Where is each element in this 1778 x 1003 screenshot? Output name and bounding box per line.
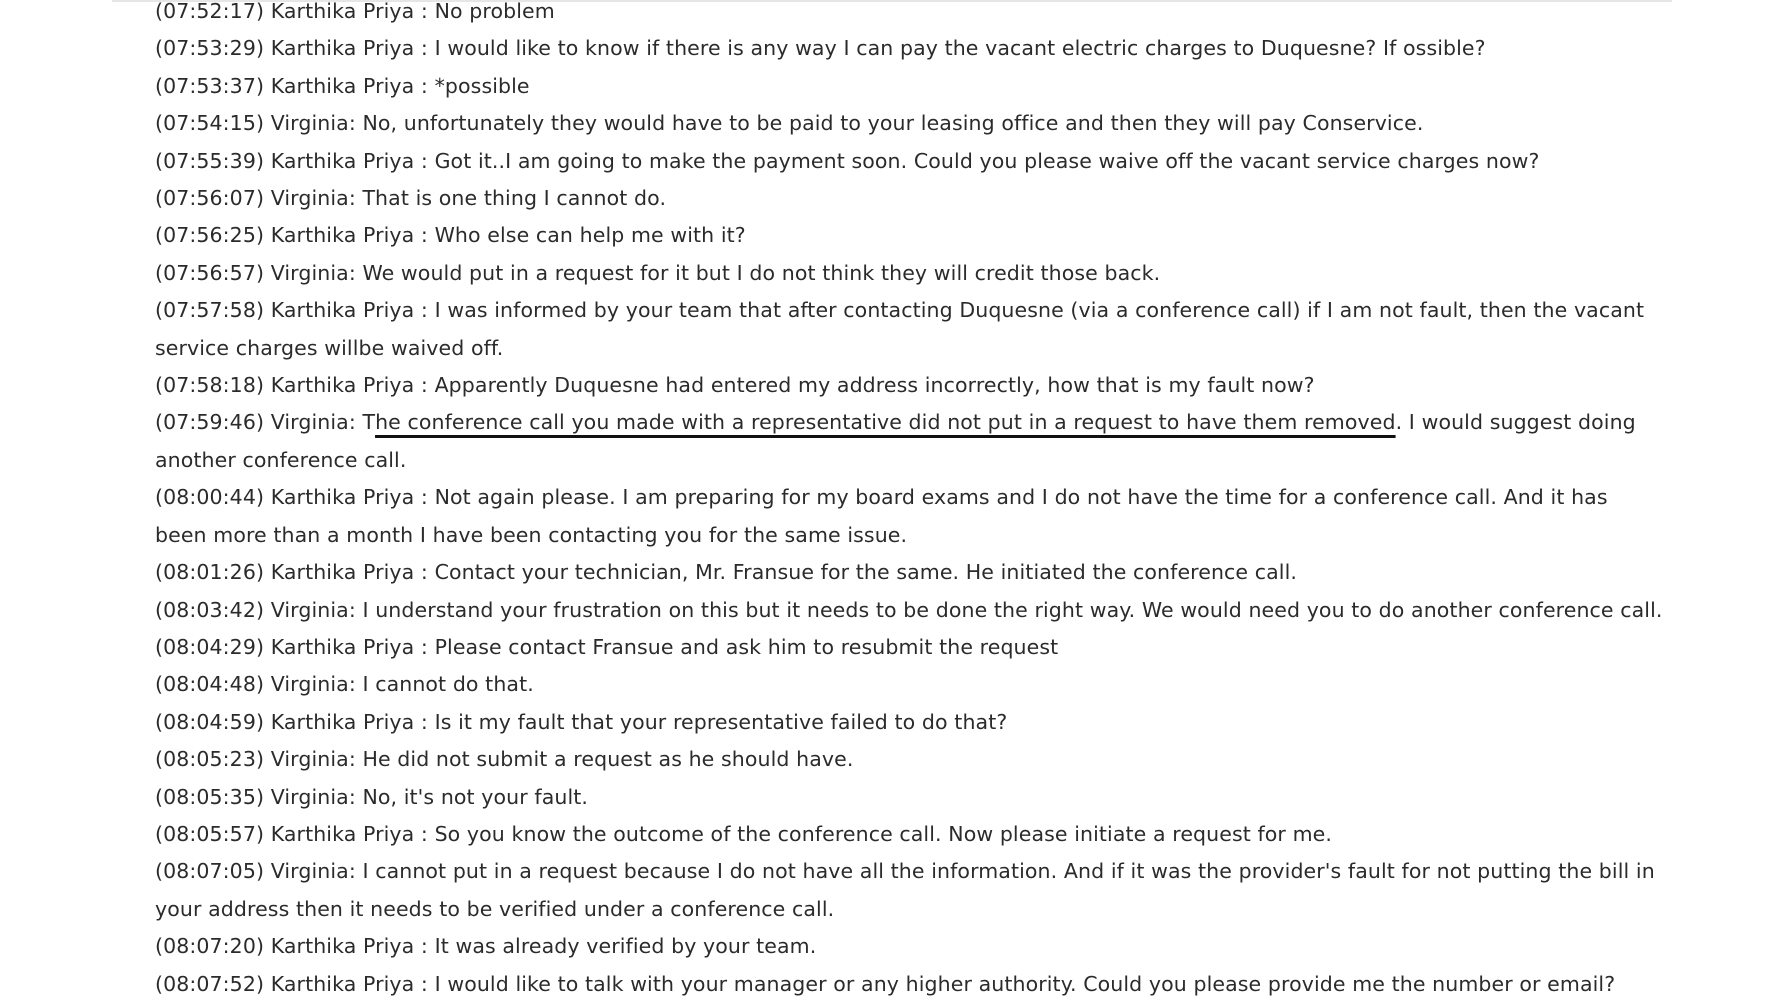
message-separator: : [414, 821, 435, 846]
message-speaker: Karthika Priya [270, 223, 415, 248]
message-time: (07:56:07) [155, 186, 265, 211]
message-text: I would like to talk with your manager or any higher authority. Could you please provide me the number or email? [434, 971, 1616, 996]
message-time: (07:52:17) [155, 0, 265, 23]
message-speaker: Virginia [270, 186, 349, 211]
chat-message [155, 816, 1665, 853]
chat-message [155, 704, 1665, 741]
message-separator: : [348, 859, 363, 884]
message-speaker: Virginia [270, 410, 349, 435]
chat-message [155, 367, 1665, 404]
message-text: Contact your technician, Mr. Fransue for the same. He initiated the conference call. [434, 560, 1297, 585]
message-text: No, it's not your fault. [362, 784, 589, 809]
message-text-after: . I would suggest doing another conference call. [155, 410, 1636, 472]
message-time: (07:59:46) [155, 410, 265, 435]
message-text-before: T [362, 410, 376, 435]
message-text: Not again please. I am preparing for my board exams and I do not have the time for a conference call. And it has been more than a month I have been contacting you for the same issue. [155, 485, 1608, 547]
message-text: It was already verified by your team. [434, 934, 817, 959]
message-speaker: Karthika Priya [270, 934, 415, 959]
message-separator: : [348, 186, 363, 211]
chat-message [155, 30, 1665, 67]
chat-message [155, 741, 1665, 778]
message-time: (07:56:25) [155, 223, 265, 248]
chat-message [155, 779, 1665, 816]
message-time: (07:54:15) [155, 111, 265, 136]
message-text: We would put in a request for it but I do not think they will credit those back. [362, 260, 1161, 285]
message-separator: : [348, 784, 363, 809]
message-text: I was informed by your team that after contacting Duquesne (via a conference call) if I am not fault, then the vacant service charges willbe waived off. [155, 298, 1645, 360]
message-speaker: Karthika Priya [270, 821, 415, 846]
message-speaker: Virginia [270, 784, 349, 809]
message-speaker: Karthika Priya [270, 36, 415, 61]
message-separator: : [414, 148, 435, 173]
message-separator: : [414, 634, 435, 659]
message-time: (07:57:58) [155, 298, 265, 323]
message-time: (08:01:26) [155, 560, 265, 585]
message-speaker: Virginia [270, 260, 349, 285]
message-separator: : [414, 223, 435, 248]
message-time: (08:04:59) [155, 709, 265, 734]
message-text: Got it..I am going to make the payment soon. Could you please waive off the vacant service charges now? [434, 148, 1540, 173]
message-speaker: Karthika Priya [270, 709, 415, 734]
message-time: (07:53:37) [155, 73, 265, 98]
message-speaker: Karthika Priya [270, 298, 415, 323]
message-text: I cannot put in a request because I do not have all the information. And if it was the provider's fault for not putting the bill in your address then it needs to be verified under a conference call. [155, 859, 1655, 921]
message-time: (08:07:20) [155, 934, 265, 959]
message-speaker: Karthika Priya [270, 373, 415, 398]
chat-message [155, 966, 1665, 1003]
message-text: Who else can help me with it? [434, 223, 746, 248]
message-speaker: Karthika Priya [270, 634, 415, 659]
chat-message [155, 255, 1665, 292]
chat-message [155, 853, 1665, 928]
message-speaker: Virginia [270, 747, 349, 772]
message-separator: : [414, 298, 435, 323]
message-text: I would like to know if there is any way I can pay the vacant electric charges to Duquesne? If ossible? [434, 36, 1486, 61]
chat-message [155, 666, 1665, 703]
chat-message [155, 217, 1665, 254]
message-text: Please contact Fransue and ask him to resubmit the request [434, 634, 1059, 659]
message-time: (08:05:35) [155, 784, 265, 809]
chat-message [155, 479, 1665, 554]
message-separator: : [414, 485, 435, 510]
message-time: (08:07:05) [155, 859, 265, 884]
message-separator: : [348, 672, 363, 697]
chat-message [155, 629, 1665, 666]
message-speaker: Virginia [270, 859, 349, 884]
message-text: Is it my fault that your representative failed to do that? [434, 709, 1008, 734]
message-separator: : [414, 373, 435, 398]
chat-message [155, 404, 1665, 479]
chat-message [155, 0, 1665, 30]
message-speaker: Virginia [270, 597, 349, 622]
message-time: (07:58:18) [155, 373, 265, 398]
message-speaker: Virginia [270, 111, 349, 136]
message-time: (08:05:23) [155, 747, 265, 772]
message-text: I cannot do that. [362, 672, 534, 697]
message-separator: : [414, 709, 435, 734]
message-speaker: Virginia [270, 672, 349, 697]
message-separator: : [414, 36, 435, 61]
chat-message [155, 592, 1665, 629]
message-separator: : [414, 0, 435, 23]
message-text: No, unfortunately they would have to be paid to your leasing office and then they will pay Conservice. [362, 111, 1424, 136]
message-speaker: Karthika Priya [270, 73, 415, 98]
message-separator: : [348, 597, 363, 622]
message-time: (08:04:48) [155, 672, 265, 697]
message-time: (08:05:57) [155, 821, 265, 846]
message-separator: : [414, 934, 435, 959]
message-text: I understand your frustration on this but it needs to be done the right way. We would need you to do another conference call. [362, 597, 1663, 622]
chat-message [155, 292, 1665, 367]
message-time: (08:03:42) [155, 597, 265, 622]
chat-message [155, 180, 1665, 217]
chat-message [155, 68, 1665, 105]
message-separator: : [414, 971, 435, 996]
message-speaker: Karthika Priya [270, 0, 415, 23]
underlined-highlight: he conference call you made with a representative did not put in a request to have them removed [375, 410, 1396, 435]
message-text: So you know the outcome of the conference call. Now please initiate a request for me. [434, 821, 1332, 846]
message-separator: : [348, 111, 363, 136]
message-time: (07:56:57) [155, 260, 265, 285]
message-speaker: Karthika Priya [270, 148, 415, 173]
chat-message [155, 105, 1665, 142]
message-time: (07:55:39) [155, 148, 265, 173]
message-separator: : [348, 260, 363, 285]
message-speaker: Karthika Priya [270, 560, 415, 585]
message-time: (08:07:52) [155, 971, 265, 996]
message-separator: : [414, 560, 435, 585]
message-separator: : [348, 747, 363, 772]
message-speaker: Karthika Priya [270, 485, 415, 510]
message-text: *possible [434, 73, 530, 98]
message-text: He did not submit a request as he should have. [362, 747, 854, 772]
message-time: (07:53:29) [155, 36, 265, 61]
chat-message [155, 554, 1665, 591]
message-speaker: Karthika Priya [270, 971, 415, 996]
message-separator: : [348, 410, 363, 435]
message-text: That is one thing I cannot do. [362, 186, 667, 211]
message-separator: : [414, 73, 435, 98]
message-time: (08:00:44) [155, 485, 265, 510]
message-text: Apparently Duquesne had entered my address incorrectly, how that is my fault now? [434, 373, 1315, 398]
chat-message [155, 143, 1665, 180]
chat-message [155, 928, 1665, 965]
message-text: No problem [434, 0, 555, 23]
message-time: (08:04:29) [155, 634, 265, 659]
chat-transcript [155, 0, 1665, 1003]
